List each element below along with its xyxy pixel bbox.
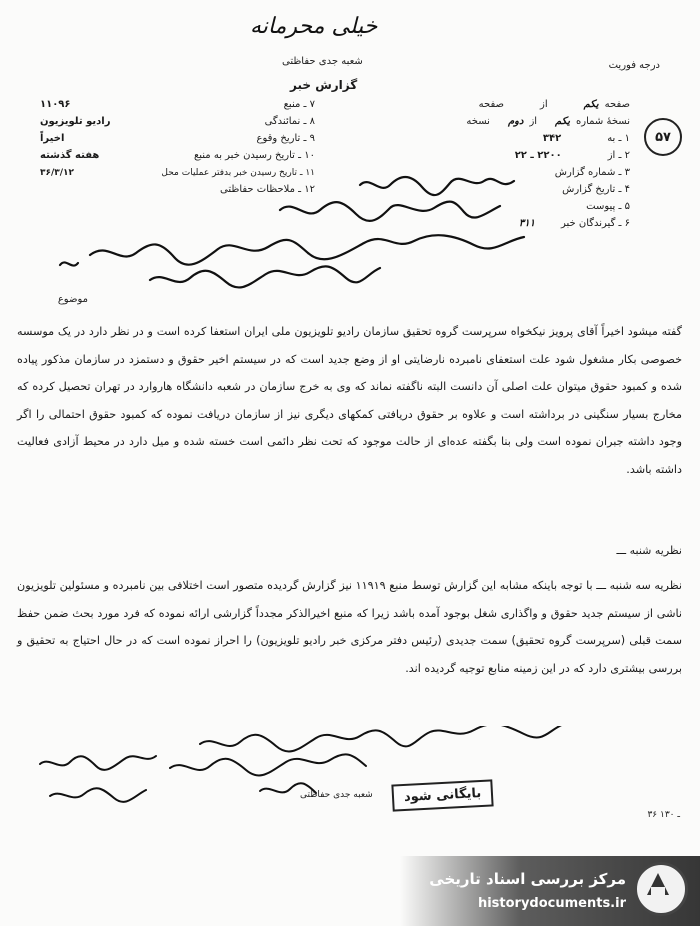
handwritten-annotation-bottom [30,726,670,816]
field-security-notes: ۱۲ ـ ملاحظات حفاظتی [220,184,315,195]
field-to: ۱ ـ به ۳۴۲ [542,133,630,144]
classification-handwritten: خیلی محرمانه [250,14,378,39]
department-heading: شعبه جدی حفاظتی [282,56,363,67]
field-copy-number: نسخهٔ شماره یکم از دوم نسخه [466,116,630,127]
archive-stamp: بایگانی شود [391,779,494,811]
footer-code: ۳۶ ـ ۱۳۰ [647,810,680,820]
handwritten-notes [30,165,690,315]
priority-label: درجه فوریت [608,60,660,71]
watermark-url: historydocuments.ir [477,896,626,911]
field-report-date: ۴ ـ تاریخ گزارش [562,184,630,195]
archive-logo-icon [634,862,688,916]
field-page: صفحه یکم از صفحه [478,99,630,110]
watermark [400,856,700,926]
opinion-heading: نظریه شنبه ـــ [616,544,682,557]
footer-department: شعبه جدی حفاظتی [300,790,373,800]
opinion-paragraph: نظریه سه شنبه ـــ با توجه باینکه مشابه این گزارش توسط منبع ۱۱۹۱۹ نیز گزارش گردیده متصور است اختلافی بین نامبرده و مسئولین تلویزیون ناشی از سیستم جدید حقوق و واگذاری شغل بوجود آمده باشد زیرا که منبع اخیرالذکر مجدداً گزارشی ارائه نموده که فرد مورد بحث ضمن حفظ سمت قبلی (سرپرست گروه تحقیق) سمت جدیدی (رئیس دفتر مرکزی خبر رادیو تلویزیون) را احراز نموده است که در حال احتیاج به تحقیق و بررسی بیشتری دارد که در این زمینه منابع توجیه گردیده اند. [17,579,682,675]
watermark-title: مرکز بررسی اسناد تاریخی [429,870,626,888]
field-from: ۲ ـ از ۲۲۰۰ ـ ۲۲ [514,150,630,161]
field-received-by-office: ۱۱ ـ تاریخ رسیدن خبر بدفتر عملیات محل ۳۶/۳/۱۲ [40,167,315,178]
field-attachment: ۵ ـ پیوست [586,201,630,212]
report-title: گزارش خبر [290,78,358,92]
field-occurrence-date: ۹ ـ تاریخ وقوع اخیراً [40,133,315,144]
field-received-by-source: ۱۰ ـ تاریخ رسیدن خبر به منبع هفته گذشته [40,150,315,161]
circled-number: ۵۷ [644,118,682,156]
subject-label: موضوع [57,294,88,305]
report-body-paragraph: گفته میشود اخیراً آقای پرویز نیکخواه سرپرست گروه تحقیق سازمان رادیو تلویزیون ملی ایران استعفا کرده است و در نظر دارد در یک موسسه خصوصی بکار مشغول شود علت استعفای نامبرده نارضایتی او از وضع جدید است که در سیستم اخیر حقوق و دستمزد در سازمان مذکور پیاده شده و کمبود حقوق میتوان علت اصلی آن دانست البته ناگفته نماند که وی به خرج سازمان در شعبه دانشگاه هاروارد در تهران تحصیل کرده که مخارج بسیار سنگینی در برداشته است و علاوه بر حقوق دریافتی کمکهای دیگری نیز از سازمان دریافت نموده که کمبود حقوق احتمالی را اگر وجود داشته جبران نموده است ولی بنا بگفته عده‌ای از حالت موجود که تحت نظر دائمی است خسته شده و میل دارد در محیط آزادی فعالیت داشته باشد. [17,325,682,476]
field-recipients: ۶ ـ گیرندگان خبر ۳۱۱ [518,218,630,229]
field-report-number: ۳ ـ شماره گزارش [554,167,630,178]
field-source: ۷ ـ منبع ۱۱۰۹۶ [40,99,315,110]
field-office: ۸ ـ نمائندگی رادیو تلویزیون [40,116,315,127]
